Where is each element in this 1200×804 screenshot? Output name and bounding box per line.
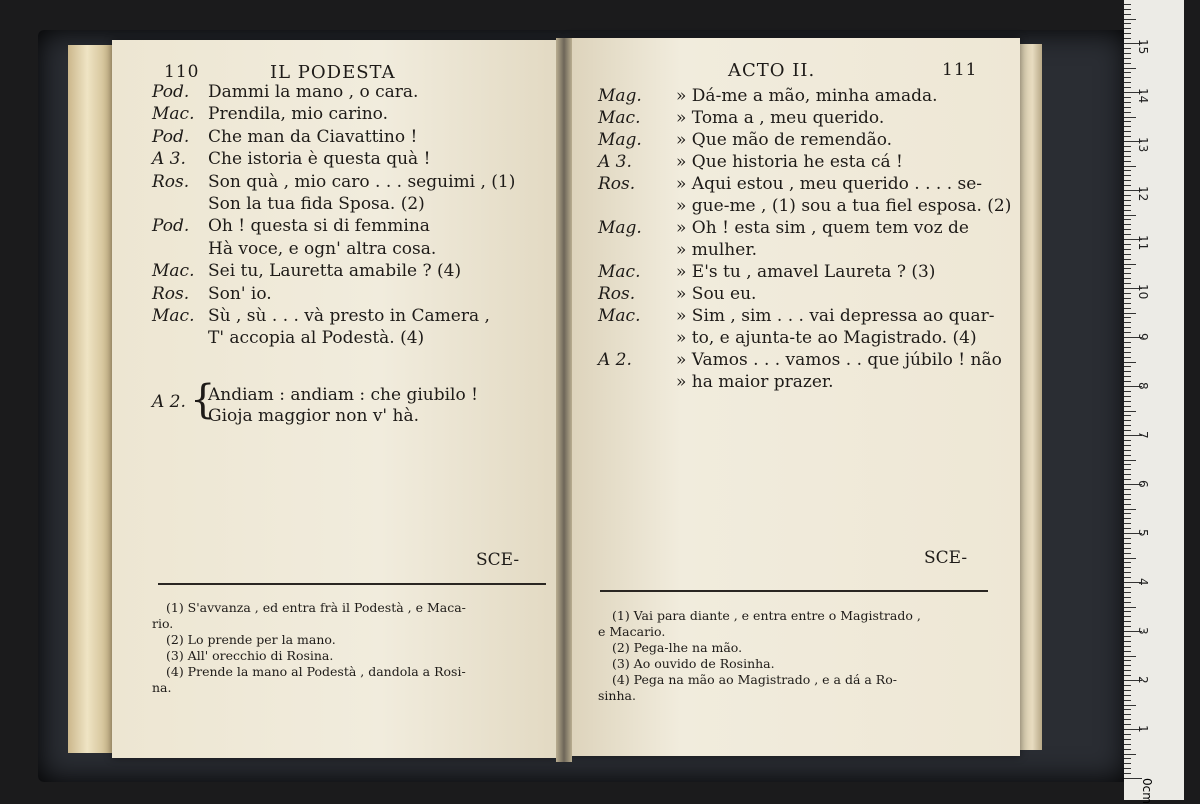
ruler-tick [1124, 234, 1131, 235]
ruler-tick [1124, 469, 1131, 470]
dialogue-line [152, 194, 425, 214]
ruler-tick [1124, 567, 1131, 568]
ruler-tick [1124, 636, 1131, 637]
ruler-tick [1124, 773, 1131, 774]
ruler-tick [1124, 33, 1131, 34]
dialogue-line [152, 261, 461, 281]
dialogue-line [598, 152, 903, 172]
ruler-tick [1124, 63, 1131, 64]
ruler-tick [1124, 273, 1131, 274]
ruler-tick [1124, 450, 1131, 451]
ruler-tick [1124, 58, 1131, 59]
ruler-number: 7 [1136, 431, 1150, 439]
ruler-tick [1124, 553, 1131, 554]
ruler-tick [1124, 48, 1131, 49]
footnote-line: (3) All' orecchio di Rosina. [166, 648, 334, 663]
ruler-tick [1124, 504, 1131, 505]
ruler-tick [1124, 131, 1131, 132]
ruler-tick [1124, 146, 1131, 147]
dialogue-text: Sei tu, Lauretta amabile ? (4) [208, 261, 462, 282]
ruler-tick [1124, 763, 1131, 764]
ruler-tick [1124, 396, 1131, 397]
footnote-line: (1) Vai para diante , e entra entre o Magistrado , [612, 608, 921, 623]
ruler-tick [1124, 660, 1131, 661]
ruler-number: 3 [1136, 627, 1150, 635]
ruler-tick [1124, 347, 1131, 348]
dialogue-text: Prendila, mio carino. [208, 104, 388, 125]
duet-line-2: Gioja maggior non v' hà. [208, 406, 419, 426]
footnote-line: na. [152, 680, 172, 695]
footnote-line: (3) Ao ouvido de Rosinha. [612, 656, 775, 671]
dialogue-text: Hà voce, e ogn' altra cosa. [208, 238, 437, 259]
ruler-tick [1124, 518, 1131, 519]
speaker-name: Mac. [598, 108, 641, 128]
ruler-tick [1124, 460, 1136, 461]
ruler-tick [1124, 357, 1131, 358]
ruler-tick [1124, 23, 1131, 24]
dialogue-line [598, 130, 892, 150]
ruler-tick [1124, 479, 1131, 480]
ruler-tick [1124, 499, 1131, 500]
ruler-tick [1124, 268, 1131, 269]
ruler-tick [1124, 77, 1131, 78]
speaker-name: Pod. [152, 126, 190, 147]
ruler-tick [1124, 362, 1136, 363]
left-page [112, 40, 560, 758]
speaker-name: Ros. [152, 283, 190, 304]
ruler-number: 1 [1136, 725, 1150, 733]
duet-line-1: Andiam : andiam : che giubilo ! [208, 385, 478, 405]
ruler-tick [1124, 665, 1131, 666]
ruler-number: 13 [1136, 137, 1150, 153]
ruler-tick [1124, 675, 1131, 676]
ruler-tick [1124, 528, 1131, 529]
ruler-tick [1124, 513, 1131, 514]
ruler-tick [1124, 53, 1131, 54]
ruler-tick [1124, 352, 1131, 353]
dialogue-text: Che istoria è questa quà ! [208, 149, 431, 170]
dialogue-line [152, 216, 430, 236]
ruler-tick [1124, 690, 1131, 691]
ruler-tick [1124, 709, 1131, 710]
ruler-tick [1124, 430, 1131, 431]
dialogue-line [152, 284, 272, 304]
ruler-tick [1124, 411, 1136, 412]
ruler-number: 15 [1136, 39, 1150, 55]
ruler-tick [1124, 117, 1136, 118]
ruler-tick [1124, 200, 1131, 201]
ruler-tick [1124, 376, 1131, 377]
ruler-tick [1124, 327, 1131, 328]
ruler-tick [1124, 259, 1131, 260]
ruler-tick [1124, 464, 1131, 465]
ruler-tick [1124, 558, 1136, 559]
dialogue-text: » Oh ! esta sim , quem tem voz de [676, 218, 969, 238]
ruler-tick [1124, 538, 1131, 539]
footnote-line: (2) Lo prende per la mano. [166, 632, 336, 647]
dialogue-text: » Que mão de remendão. [676, 130, 893, 150]
book-gutter [556, 38, 572, 762]
page-number-right: 111 [942, 60, 978, 80]
footnote-line: (2) Pega-lhe na mão. [612, 640, 743, 655]
ruler-tick [1124, 175, 1131, 176]
ruler-tick [1124, 381, 1131, 382]
dialogue-text: Son la tua fida Sposa. (2) [208, 194, 425, 214]
ruler-tick [1124, 724, 1131, 725]
ruler-unit: 0cm [1140, 778, 1154, 804]
dialogue-text: Che man da Ciavattino ! [208, 126, 418, 147]
ruler-tick [1124, 646, 1131, 647]
ruler-tick [1124, 102, 1131, 103]
ruler-number: 12 [1136, 186, 1150, 202]
footnote-rule-right [600, 590, 988, 592]
dialogue-line [152, 82, 418, 102]
footnote-line: (4) Pega na mão ao Magistrado , e a dá a Ro- [612, 672, 897, 687]
dialogue-text: » Sou eu. [676, 284, 757, 304]
ruler-tick [1124, 391, 1131, 392]
footnote-rule-left [158, 583, 546, 585]
ruler-tick [1124, 626, 1131, 627]
dialogue-text: » to, e ajunta-te ao Magistrado. (4) [676, 328, 977, 348]
dialogue-line [598, 372, 834, 392]
ruler-tick [1124, 293, 1131, 294]
speaker-name: Pod. [152, 82, 190, 102]
ruler-number: 14 [1136, 88, 1150, 104]
footnote-line: (1) S'avvanza , ed entra frà il Podestà , e Maca- [166, 600, 466, 615]
dialogue-text: » E's tu , amavel Laureta ? (3) [676, 262, 936, 282]
dialogue-text: Son quà , mio caro . . . seguimi , (1) [208, 171, 516, 192]
right-page [568, 38, 1020, 756]
catchword-right: SCE- [924, 548, 968, 568]
speaker-name: Ros. [598, 174, 636, 194]
speaker-name: A 3. [598, 152, 632, 172]
dialogue-text: Dammi la mano , o cara. [208, 82, 419, 102]
ruler-tick [1124, 415, 1131, 416]
ruler-tick [1124, 254, 1131, 255]
ruler-tick [1124, 219, 1131, 220]
running-head-right: ACTO II. [728, 60, 816, 81]
dialogue-text: » Dá-me a mão, minha amada. [676, 86, 938, 106]
ruler-tick [1124, 758, 1131, 759]
ruler-tick [1124, 734, 1131, 735]
ruler-tick [1124, 136, 1131, 137]
ruler-number: 8 [1136, 382, 1150, 390]
dialogue-text: » Que historia he esta cá ! [676, 152, 903, 172]
dialogue-text: » ha maior prazer. [676, 372, 834, 392]
ruler-tick [1124, 543, 1131, 544]
ruler-number: 9 [1136, 333, 1150, 341]
ruler-number: 11 [1136, 235, 1150, 251]
ruler-tick [1124, 371, 1131, 372]
catchword-left: SCE- [476, 550, 520, 570]
ruler-tick [1124, 621, 1131, 622]
ruler-tick [1124, 445, 1131, 446]
footnote-line: (4) Prende la mano al Podestà , dandola a Rosi- [166, 664, 466, 679]
ruler-tick [1124, 670, 1131, 671]
dialogue-text: Sù , sù . . . và presto in Camera , [208, 306, 490, 326]
ruler-tick [1124, 303, 1131, 304]
page-edges-right [1018, 44, 1042, 750]
speaker-name: Mac. [152, 104, 195, 125]
ruler-number: 10 [1136, 284, 1150, 300]
ruler-tick [1124, 298, 1131, 299]
dialogue-text: Oh ! questa si di femmina [208, 216, 430, 237]
dialogue-line [152, 239, 436, 259]
ruler-tick [1124, 695, 1131, 696]
ruler-tick [1124, 602, 1131, 603]
ruler-tick [1124, 317, 1131, 318]
ruler-tick [1124, 68, 1136, 69]
speaker-name: Mag. [598, 86, 642, 106]
ruler-tick [1124, 719, 1131, 720]
ruler-tick [1124, 249, 1131, 250]
ruler-number: 2 [1136, 676, 1150, 684]
ruler-tick [1124, 587, 1131, 588]
ruler-tick [1124, 616, 1131, 617]
ruler-tick [1124, 489, 1131, 490]
ruler-tick [1124, 283, 1131, 284]
ruler-tick [1124, 9, 1131, 10]
ruler-tick [1124, 641, 1131, 642]
dialogue-text: » mulher. [676, 240, 757, 260]
ruler-tick [1124, 366, 1131, 367]
ruler-tick [1124, 170, 1131, 171]
ruler-tick [1124, 195, 1131, 196]
footnote-line: sinha. [598, 688, 636, 703]
dialogue-text: » gue-me , (1) sou a tua fiel esposa. (2) [676, 196, 1012, 216]
ruler-tick [1124, 548, 1131, 549]
dialogue-line [598, 284, 756, 304]
ruler-tick [1124, 342, 1131, 343]
dialogue-text: T' accopia al Podestà. (4) [208, 328, 425, 349]
dialogue-line [598, 108, 884, 128]
speaker-name: Mac. [152, 261, 195, 282]
speaker-name: Ros. [152, 171, 190, 192]
ruler-tick [1124, 656, 1136, 657]
ruler-tick [1124, 420, 1131, 421]
speaker-name: Ros. [598, 284, 636, 304]
ruler-tick [1124, 151, 1131, 152]
dialogue-line [152, 328, 424, 348]
ruler-tick [1124, 739, 1131, 740]
footnote-line: rio. [152, 616, 174, 631]
ruler-tick [1124, 474, 1131, 475]
dialogue-line [152, 104, 388, 124]
ruler-tick [1124, 14, 1131, 15]
ruler-tick [1124, 126, 1131, 127]
dialogue-line [152, 149, 430, 169]
dialogue-line [152, 127, 417, 147]
ruler-tick [1124, 224, 1131, 225]
ruler-tick [1124, 700, 1131, 701]
ruler-tick [1124, 509, 1136, 510]
ruler-tick [1124, 278, 1131, 279]
ruler-tick [1124, 494, 1131, 495]
ruler-tick [1124, 244, 1131, 245]
ruler-tick [1124, 611, 1131, 612]
ruler-tick [1124, 597, 1131, 598]
speaker-name: Mac. [152, 306, 195, 326]
ruler-tick [1124, 749, 1131, 750]
dialogue-line [152, 306, 490, 326]
ruler-tick [1124, 401, 1131, 402]
dialogue-line [598, 218, 969, 238]
ruler-tick [1124, 322, 1131, 323]
duet-speaker: A 2. [152, 392, 186, 412]
ruler-tick [1124, 185, 1131, 186]
dialogue-text: » Aqui estou , meu querido . . . . se- [676, 174, 983, 194]
ruler-tick [1124, 577, 1131, 578]
ruler-number: 4 [1136, 578, 1150, 586]
dialogue-line [152, 172, 515, 192]
speaker-name: Mac. [598, 306, 641, 326]
dialogue-line [598, 196, 1011, 216]
ruler-tick [1124, 205, 1131, 206]
dialogue-text: » Sim , sim . . . vai depressa ao quar- [676, 306, 995, 326]
ruler-tick [1124, 332, 1131, 333]
ruler-tick [1124, 72, 1131, 73]
ruler-tick [1124, 180, 1131, 181]
ruler-tick [1124, 523, 1131, 524]
footnote-line: e Macario. [598, 624, 666, 639]
ruler-tick [1124, 705, 1136, 706]
speaker-name: A 3. [152, 149, 186, 170]
ruler-tick [1124, 768, 1131, 769]
ruler-tick [1124, 229, 1131, 230]
ruler-tick [1124, 592, 1131, 593]
ruler-tick [1124, 215, 1136, 216]
dialogue-line [598, 328, 977, 348]
ruler-tick [1124, 38, 1131, 39]
ruler-tick [1124, 97, 1131, 98]
ruler-tick [1124, 28, 1131, 29]
ruler-tick [1124, 4, 1131, 5]
ruler-tick [1124, 87, 1131, 88]
ruler-tick [1124, 308, 1131, 309]
speaker-name: Mag. [598, 218, 642, 238]
ruler-tick [1124, 425, 1131, 426]
ruler-tick [1124, 572, 1131, 573]
ruler-tick [1124, 607, 1136, 608]
ruler-number: 6 [1136, 480, 1150, 488]
ruler-tick [1124, 161, 1131, 162]
dialogue-line [598, 306, 995, 326]
ruler-tick [1124, 754, 1136, 755]
ruler-tick [1124, 264, 1136, 265]
ruler-tick [1124, 685, 1131, 686]
ruler-tick [1124, 714, 1131, 715]
dialogue-line [598, 262, 935, 282]
measuring-ruler [1124, 0, 1184, 804]
page-number-left: 110 [164, 62, 200, 82]
speaker-name: A 2. [598, 350, 632, 370]
dialogue-line [598, 350, 1002, 370]
speaker-name: Mac. [598, 262, 641, 282]
ruler-tick [1124, 107, 1131, 108]
ruler-tick [1124, 112, 1131, 113]
ruler-tick [1124, 156, 1131, 157]
dialogue-line [598, 86, 938, 106]
ruler-tick [1124, 562, 1131, 563]
ruler-tick [1124, 210, 1131, 211]
ruler-tick [1124, 455, 1131, 456]
ruler-tick [1124, 651, 1131, 652]
ruler-tick [1124, 121, 1131, 122]
running-head-left: IL PODESTA [270, 62, 396, 83]
speaker-name: Mag. [598, 130, 642, 150]
ruler-number: 5 [1136, 529, 1150, 537]
ruler-tick [1124, 19, 1136, 20]
dialogue-text: » Vamos . . . vamos . . que júbilo ! não [676, 350, 1002, 370]
ruler-tick [1124, 313, 1136, 314]
ruler-tick [1124, 406, 1131, 407]
ruler-tick [1124, 744, 1131, 745]
dialogue-text: Son' io. [208, 283, 272, 304]
ruler-tick [1124, 82, 1131, 83]
ruler-tick [1124, 440, 1131, 441]
dialogue-line [598, 240, 757, 260]
dialogue-line [598, 174, 982, 194]
ruler-tick [1124, 166, 1136, 167]
speaker-name: Pod. [152, 216, 190, 237]
page-edges-left [68, 45, 116, 753]
brace: { [190, 377, 216, 423]
dialogue-text: » Toma a , meu querido. [676, 108, 885, 128]
